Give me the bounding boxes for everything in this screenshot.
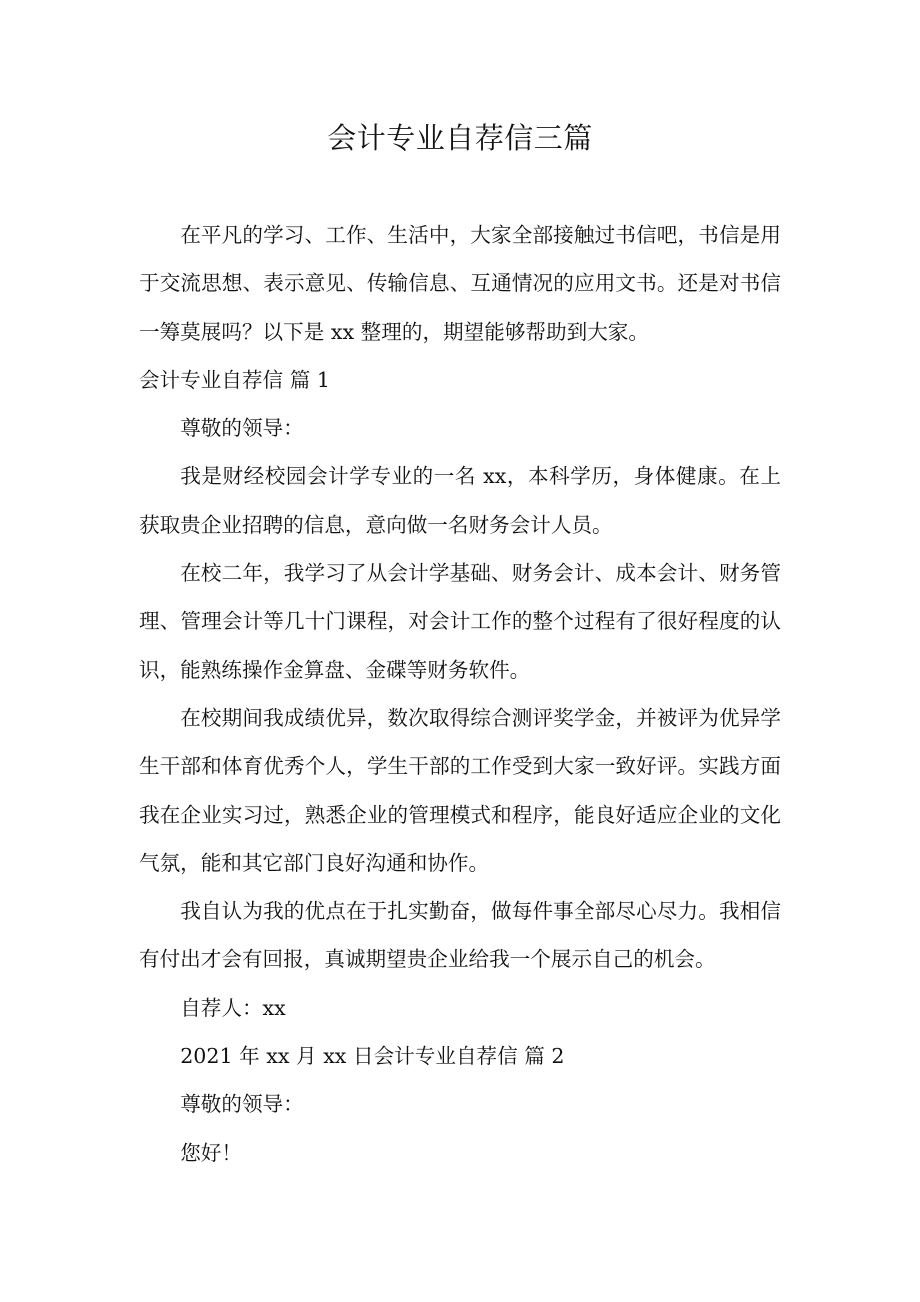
body-paragraph: 我是财经校园会计学专业的一名 xx，本科学历，身体健康。在上获取贵企业招聘的信息，意向做一名财务会计人员。 <box>139 464 781 537</box>
document-title: 会计专业自荐信三篇 <box>327 121 593 155</box>
greeting: 您好！ <box>180 1140 242 1165</box>
intro-paragraph: 在平凡的学习、工作、生活中，大家全部接触过书信吧，书信是用于交流思想、表示意见、传输信息、互通情况的应用文书。还是对书信一筹莫展吗？以下是 xx 整理的，期望能够帮助到大家。 <box>139 223 781 344</box>
body-paragraph: 我自认为我的优点在于扎实勤奋，做每件事全部尽心尽力。我相信有付出才会有回报，真诚期望贵企业给我一个展示自己的机会。 <box>139 899 781 972</box>
salutation: 尊敬的领导： <box>180 1092 304 1117</box>
body-paragraph: 在校期间我成绩优异，数次取得综合测评奖学金，并被评为优异学生干部和体育优秀个人，学生干部的工作受到大家一致好评。实践方面我在企业实习过，熟悉企业的管理模式和程序，能良好适应企业的文化气氛，能和其它部门良好沟通和协作。 <box>139 705 781 875</box>
section-heading-letter-1: 会计专业自荐信 篇 1 <box>139 367 330 392</box>
body-paragraph: 在校二年，我学习了从会计学基础、财务会计、成本会计、财务管理、管理会计等几十门课程，对会计工作的整个过程有了很好程度的认识，能熟练操作金算盘、金碟等财务软件。 <box>139 561 781 682</box>
date-and-section-heading-letter-2: 2021 年 xx 月 xx 日会计专业自荐信 篇 2 <box>180 1044 565 1069</box>
signature-line: 自荐人：xx <box>180 995 286 1020</box>
document-body <box>139 211 781 1177</box>
salutation: 尊敬的领导： <box>180 416 304 441</box>
